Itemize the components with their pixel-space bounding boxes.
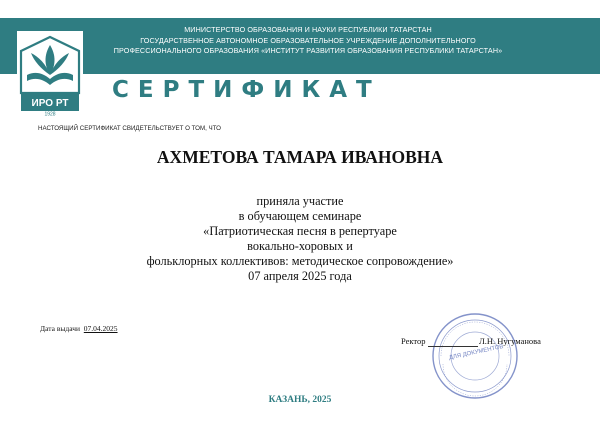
rector-label: Ректор	[401, 336, 426, 346]
recipient-name: АХМЕТОВА ТАМАРА ИВАНОВНА	[156, 147, 444, 167]
signature-line	[428, 346, 478, 347]
iro-rt-logo-icon	[17, 31, 83, 117]
body-line-6: 07 апреля 2025 года	[248, 269, 352, 283]
logo-text: ИРО РТ	[31, 98, 69, 109]
body-line-5: фольклорных коллективов: методическое сопровождение»	[146, 254, 454, 268]
org-line-1: МИНИСТЕРСТВО ОБРАЗОВАНИЯ И НАУКИ РЕСПУБЛИКИ ТАТАРСТАН	[184, 25, 432, 34]
body-line-1: приняла участие	[256, 194, 344, 208]
official-stamp-icon	[431, 312, 519, 400]
intro-text: НАСТОЯЩИЙ СЕРТИФИКАТ СВИДЕТЕЛЬСТВУЕТ О ТОМ, ЧТО	[38, 125, 221, 132]
logo-year: 1928	[44, 111, 56, 117]
issue-date-value: 07.04.2025	[83, 324, 118, 333]
stamp-text: ДЛЯ ДОКУМЕНТОВ	[448, 343, 505, 362]
body-line-2: в обучающем семинаре	[238, 209, 362, 223]
city-year: КАЗАНЬ, 2025	[268, 395, 332, 405]
organization-header	[98, 25, 518, 57]
org-line-3: ПРОФЕССИОНАЛЬНОГО ОБРАЗОВАНИЯ «ИНСТИТУТ РАЗВИТИЯ ОБРАЗОВАНИЯ РЕСПУБЛИКИ ТАТАРСТАН»	[113, 46, 503, 55]
certificate-title: СЕРТИФИКАТ	[112, 77, 381, 103]
issue-date-block	[40, 324, 118, 333]
org-line-2: ГОСУДАРСТВЕННОЕ АВТОНОМНОЕ ОБРАЗОВАТЕЛЬНОЕ УЧРЕЖДЕНИЕ ДОПОЛНИТЕЛЬНОГО	[140, 35, 476, 45]
certificate-body	[0, 194, 600, 284]
body-line-4: вокально-хоровых и	[247, 239, 353, 253]
issue-date-label: Дата выдачи	[40, 324, 81, 333]
rector-name: Л.Н. Нугуманова	[479, 336, 541, 346]
body-line-3: «Патриотическая песня в репертуаре	[203, 224, 397, 238]
